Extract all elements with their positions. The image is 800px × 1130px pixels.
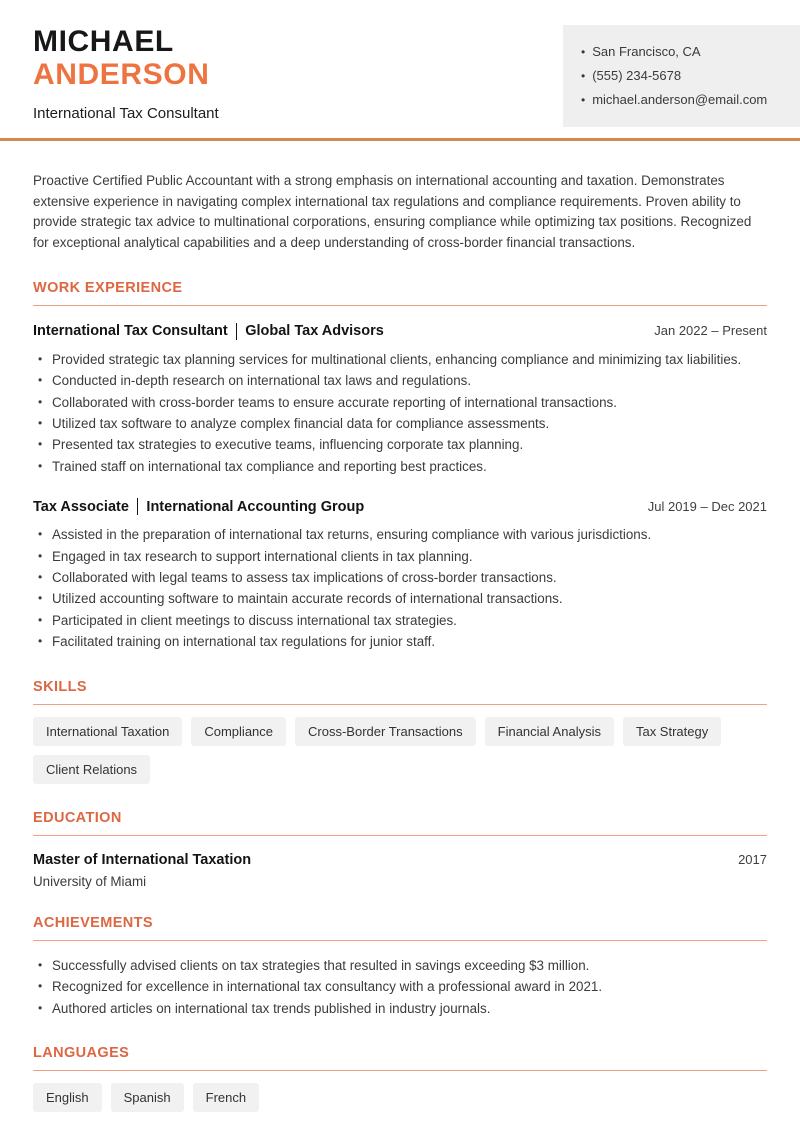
summary-text: Proactive Certified Public Accountant with a strong emphasis on international accounting and taxation. Demonstrates extensive experience in navigating complex international tax regulations and compliance requirements. Proven ability to provide strategic tax advice to multinational corporations, ensuring compliance while optimizing tax positions. Recognized for exceptional analytical capabilities and a deep understanding of cross-border financial transactions. [33,173,752,251]
skills-tag-row [33,717,767,784]
job-bullet: • Provided strategic tax planning services for multinational clients, enhancing compliance and minimizing tax liabilities. [33,349,767,370]
skill-tag: Tax Strategy [623,717,721,746]
degree-name: Master of International Taxation [33,851,252,868]
resume-header [0,0,800,122]
skill-tag: International Taxation [33,717,182,746]
job-title-line [33,323,384,340]
work-experience-heading: WORK EXPERIENCE [33,280,767,306]
section-achievements [33,915,767,1019]
language-tag: English [33,1083,102,1112]
job-bullet: • Engaged in tax research to support international clients in tax planning. [33,546,767,567]
skill-tag: Cross-Border Transactions [295,717,476,746]
job-header [33,323,767,340]
skills-heading: SKILLS [33,679,767,705]
top-divider [0,138,800,141]
job-role: International Tax Consultant [33,323,228,340]
job-header [33,498,767,515]
contact-item: • (555) 234-5678 [581,67,784,85]
contact-card [563,25,800,127]
achievements-heading: ACHIEVEMENTS [33,915,767,941]
job-bullet: • Utilized accounting software to maintain accurate records of international transactions. [33,588,767,609]
job-bullet: • Utilized tax software to analyze complex financial data for compliance assessments. [33,413,767,434]
job-bullet-list [33,524,767,652]
languages-tag-row [33,1083,767,1112]
skill-tag: Financial Analysis [485,717,614,746]
section-work-experience [33,280,767,653]
job-bullet: • Participated in client meetings to discuss international tax strategies. [33,610,767,631]
contact-item: • michael.anderson@email.com [581,91,784,109]
job-entry [33,323,767,477]
achievement-bullet: • Recognized for excellence in international tax consultancy with a professional award in 2021. [33,976,767,997]
achievement-bullet: • Authored articles on international tax trends published in industry journals. [33,998,767,1019]
title-separator [137,498,139,515]
education-school: University of Miami [33,873,147,889]
education-year: 2017 [738,851,767,867]
first-name: MICHAEL [33,25,174,58]
job-bullet: • Collaborated with cross-border teams to ensure accurate reporting of international transactions. [33,392,767,413]
language-tag: Spanish [111,1083,184,1112]
job-bullet: • Assisted in the preparation of international tax returns, ensuring compliance with various jurisdictions. [33,524,767,545]
job-bullet: • Collaborated with legal teams to assess tax implications of cross-border transactions. [33,567,767,588]
job-bullet: • Trained staff on international tax compliance and reporting best practices. [33,456,767,477]
contact-item: • San Francisco, CA [581,43,784,61]
title-separator [236,323,238,340]
job-role: Tax Associate [33,498,129,515]
languages-heading: LANGUAGES [33,1045,767,1071]
job-entry [33,498,767,652]
job-bullet-list [33,349,767,477]
education-row [33,852,767,868]
job-title-line [33,498,364,515]
achievements-list [33,955,767,1019]
last-name: ANDERSON [33,58,210,91]
job-bullet: • Facilitated training on international tax regulations for junior staff. [33,631,767,652]
job-date: Jul 2019 – Dec 2021 [647,498,767,514]
resume-body [0,171,800,1112]
section-education [33,810,767,889]
section-languages [33,1045,767,1112]
achievement-bullet: • Successfully advised clients on tax strategies that resulted in savings exceeding $3 million. [33,955,767,976]
job-company: International Accounting Group [146,498,365,515]
skill-tag: Client Relations [33,755,150,784]
header-job-title: International Tax Consultant [33,105,219,122]
education-heading: EDUCATION [33,810,767,836]
job-bullet: • Presented tax strategies to executive teams, influencing corporate tax planning. [33,434,767,455]
job-date: Jan 2022 – Present [654,323,767,339]
section-skills [33,679,767,784]
language-tag: French [193,1083,259,1112]
job-bullet: • Conducted in-depth research on international tax laws and regulations. [33,370,767,391]
job-company: Global Tax Advisors [245,323,384,340]
skill-tag: Compliance [191,717,286,746]
